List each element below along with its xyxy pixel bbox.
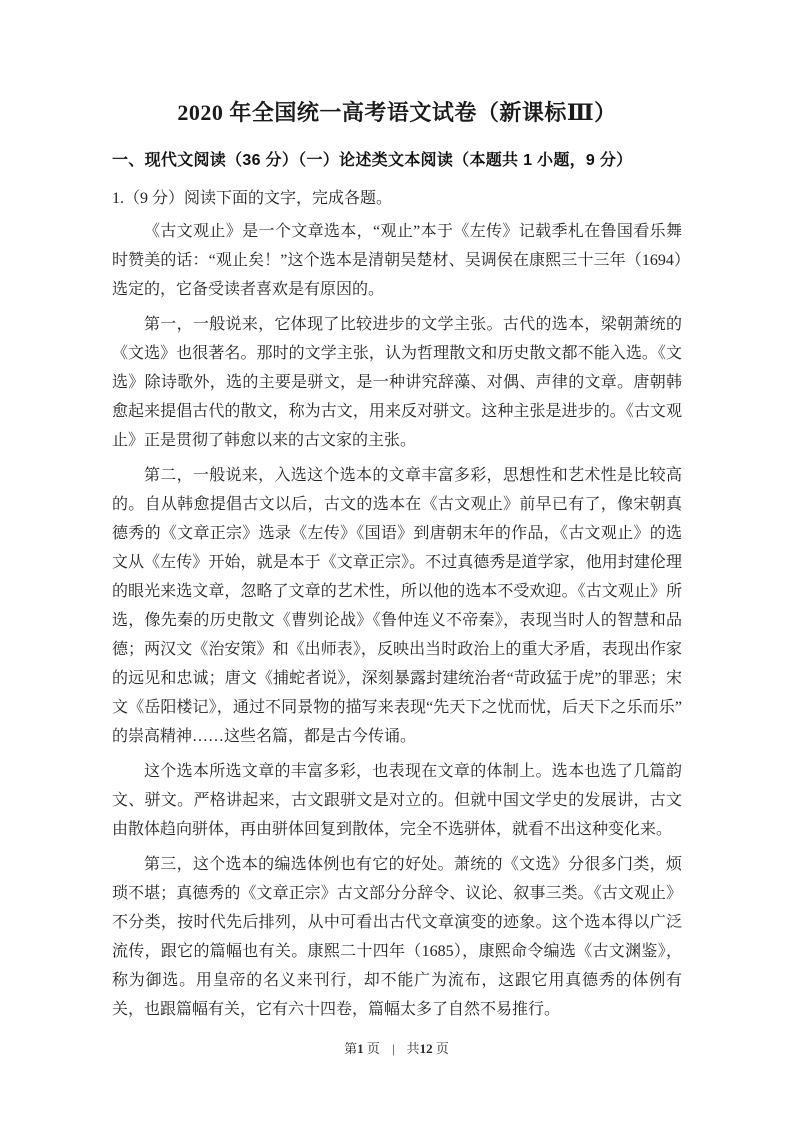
- question-lead: 1.（9 分）阅读下面的文字，完成各题。: [112, 190, 393, 207]
- page-number: 1: [357, 1041, 364, 1056]
- page-content: [112, 98, 682, 1024]
- page-title: 2020 年全国统一高考语文试卷（新课标Ⅲ）: [177, 100, 617, 125]
- section-heading: 一、现代文阅读（36 分）（一）论述类文本阅读（本题共 1 小题，9 分）: [112, 152, 633, 169]
- footer-separator: |: [391, 1041, 395, 1056]
- body-paragraph: 第三，这个选本的编选体例也有它的好处。萧统的《文选》分很多门类，烦琐不堪；真德秀的《文章正宗》古文部分分辞令、议论、叙事三类。《古文观止》不分类，按时代先后排列，从中可看出古代文章演变的迹象。这个选本得以广泛流传，跟它的篇幅也有关。康熙二十四年（1685），康熙命令编选《古文渊鉴》，称为御选。用皇帝的名义来刊行，却不能广为流布，这跟它用真德秀的体例有关，也跟篇幅有关，它有六十四卷，篇幅太多了自然不易推行。: [112, 856, 682, 1018]
- body-paragraph: 第二，一般说来，入选这个选本的文章丰富多彩，思想性和艺术性是比较高的。自从韩愈提倡古文以后，古文的选本在《古文观止》前早已有了，像宋朝真德秀的《文章正宗》选录《左传》《国语》到唐朝末年的作品，《古文观止》的选文从《左传》开始，就是本于《文章正宗》。不过真德秀是道学家，他用封建伦理的眼光来选文章，忽略了文章的艺术性，所以他的选本不受欢迎。《古文观止》所选，像先秦的历史散文《曹刿论战》《鲁仲连义不帝秦》，表现当时人的智慧和品德；两汉文《治安策》和《出师表》，反映出当时政治上的重大矛盾，表现出作家的远见和忠诚；唐文《捕蛇者说》，深刻暴露封建统治者“苛政猛于虎”的罪恶；宋文《岳阳楼记》，通过不同景物的描写来表现“先天下之忧而忧，后天下之乐而乐”的崇高精神……这些名篇，都是古今传诵。: [112, 467, 682, 745]
- page-footer: [0, 1040, 793, 1058]
- body-paragraph: 第一，一般说来，它体现了比较进步的文学主张。古代的选本，梁朝萧统的《文选》也很著名。那时的文学主张，认为哲理散文和历史散文都不能入选。《文选》除诗歌外，选的主要是骈文，是一种讲究辞藻、对偶、声律的文章。唐朝韩愈起来提倡古代的散文，称为古文，用来反对骈文。这种主张是进步的。《古文观止》正是贯彻了韩愈以来的古文家的主张。: [112, 316, 682, 449]
- body-paragraph: 这个选本所选文章的丰富多彩，也表现在文章的体制上。选本也选了几篇韵文、骈文。严格讲起来，古文跟骈文是对立的。但就中国文学史的发展讲，古文由散体趋向骈体，再由骈体回复到散体，完全不选骈体，就看不出这种变化来。: [112, 763, 682, 838]
- passage: [112, 217, 682, 1024]
- page-number-prefix: 第: [344, 1041, 358, 1056]
- total-pages-unit: 页: [432, 1041, 449, 1056]
- body-paragraph: 《古文观止》是一个文章选本，“观止”本于《左传》记载季札在鲁国看乐舞时赞美的话：“观止矣！”这个选本是清朝吴楚材、吴调侯在康熙三十三年（1694）选定的，它备受读者喜欢是有原因的。: [112, 223, 682, 298]
- page-number-unit: 页: [363, 1041, 380, 1056]
- total-pages-number: 12: [419, 1041, 433, 1056]
- total-pages-prefix: 共: [406, 1041, 420, 1056]
